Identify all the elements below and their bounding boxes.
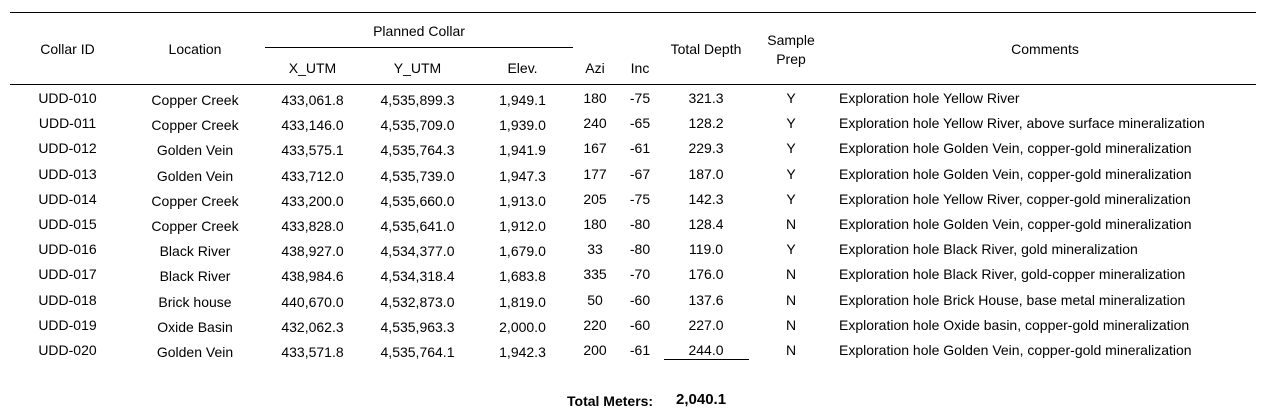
y-utm-cell: 4,534,318.4 (380, 268, 455, 285)
location-cell: Golden Vein (156, 142, 234, 159)
total-depth-cell: 244.0 (688, 342, 724, 358)
total-depth-cell: 119.0 (689, 241, 723, 258)
inc-cell: -60 (629, 291, 651, 308)
sample-prep-cell: Y (786, 115, 796, 132)
location-cell: Brick house (158, 293, 232, 310)
elev-cell: 1,949.1 (499, 92, 546, 108)
total-depth-cell: 229.3 (688, 140, 724, 157)
header-total-depth: Total Depth (670, 41, 742, 57)
collar-id-cell: UDD-012 (38, 140, 97, 157)
sample-prep-cell: N (785, 342, 797, 358)
header-bottom-rule (10, 84, 1256, 85)
elev-cell: 1,819.0 (499, 293, 546, 310)
inc-cell: -60 (629, 316, 651, 333)
collar-id-cell: UDD-020 (38, 342, 97, 358)
collar-id-cell: UDD-011 (38, 115, 97, 132)
total-depth-cell: 321.3 (688, 90, 724, 106)
location-cell: Copper Creek (151, 218, 239, 234)
azi-cell: 180 (583, 216, 607, 232)
y-utm-cell: 4,535,899.3 (380, 92, 455, 108)
planned-collar-rule (265, 47, 573, 48)
location-cell: Copper Creek (151, 117, 239, 134)
x-utm-cell: 433,575.1 (281, 142, 344, 159)
header-sample-prep-line1: Sample (767, 32, 815, 48)
header-x-utm: X_UTM (288, 60, 337, 76)
y-utm-cell: 4,535,641.0 (380, 218, 455, 234)
collar-id-cell: UDD-016 (38, 241, 97, 258)
collar-id-cell: UDD-010 (38, 90, 97, 106)
inc-cell: -75 (629, 190, 651, 207)
collar-id-cell: UDD-018 (38, 291, 97, 308)
location-cell: Black River (159, 268, 231, 285)
azi-cell: 200 (583, 342, 607, 358)
total-meters-value: 2,040.1 (676, 391, 727, 408)
sample-prep-cell: Y (786, 90, 796, 106)
comments-cell: Exploration hole Yellow River (839, 90, 1020, 106)
y-utm-cell: 4,535,963.3 (380, 318, 455, 335)
y-utm-cell: 4,535,660.0 (380, 192, 455, 209)
x-utm-cell: 433,712.0 (281, 167, 344, 184)
sample-prep-cell: N (785, 266, 797, 283)
y-utm-cell: 4,532,873.0 (380, 293, 455, 310)
header-y-utm: Y_UTM (393, 60, 442, 76)
x-utm-cell: 433,571.8 (281, 344, 344, 360)
header-comments: Comments (1011, 41, 1079, 57)
azi-cell: 167 (583, 140, 607, 157)
header-inc: Inc (630, 60, 650, 76)
sample-prep-cell: Y (786, 140, 796, 157)
location-cell: Black River (159, 243, 231, 260)
comments-cell: Exploration hole Oxide basin, copper-gold mineralization (839, 316, 1190, 333)
x-utm-cell: 438,984.6 (281, 268, 344, 285)
elev-cell: 1,941.9 (499, 142, 546, 159)
azi-cell: 177 (583, 165, 607, 182)
header-elev: Elev. (507, 60, 538, 76)
comments-cell: Exploration hole Golden Vein, copper-gold mineralization (839, 216, 1192, 232)
x-utm-cell: 432,062.3 (281, 318, 344, 335)
table-top-rule (10, 12, 1256, 13)
elev-cell: 1,679.0 (499, 243, 546, 260)
comments-cell: Exploration hole Yellow River, copper-gold mineralization (839, 190, 1191, 207)
collar-id-cell: UDD-015 (38, 216, 97, 232)
azi-cell: 240 (583, 115, 607, 132)
sample-prep-cell: N (785, 316, 797, 333)
y-utm-cell: 4,535,709.0 (380, 117, 455, 134)
inc-cell: -67 (629, 165, 651, 182)
x-utm-cell: 433,061.8 (281, 92, 344, 108)
comments-cell: Exploration hole Golden Vein, copper-gold mineralization (839, 140, 1192, 157)
sample-prep-cell: N (785, 291, 797, 308)
elev-cell: 1,947.3 (499, 167, 546, 184)
header-sample-prep-line2: Prep (776, 51, 806, 67)
inc-cell: -70 (629, 266, 651, 283)
comments-cell: Exploration hole Golden Vein, copper-gold mineralization (839, 342, 1192, 358)
inc-cell: -80 (629, 241, 651, 258)
y-utm-cell: 4,535,764.3 (380, 142, 455, 159)
x-utm-cell: 433,828.0 (281, 218, 344, 234)
inc-cell: -65 (629, 115, 651, 132)
header-azi: Azi (585, 60, 605, 76)
collar-id-cell: UDD-013 (38, 165, 97, 182)
location-cell: Golden Vein (156, 167, 234, 184)
azi-cell: 33 (587, 241, 603, 258)
comments-cell: Exploration hole Yellow River, above surface mineralization (839, 115, 1205, 132)
total-depth-cell: 176.0 (688, 266, 724, 283)
azi-cell: 180 (583, 90, 607, 106)
y-utm-cell: 4,534,377.0 (380, 243, 455, 260)
inc-cell: -61 (629, 140, 651, 157)
elev-cell: 1,913.0 (499, 192, 546, 209)
sample-prep-cell: Y (786, 165, 796, 182)
azi-cell: 335 (583, 266, 607, 283)
total-depth-cell: 227.0 (688, 316, 724, 333)
elev-cell: 1,912.0 (499, 218, 546, 234)
comments-cell: Exploration hole Golden Vein, copper-gold mineralization (839, 165, 1192, 182)
comments-cell: Exploration hole Black River, gold-copper mineralization (839, 266, 1186, 283)
azi-cell: 50 (587, 291, 603, 308)
location-cell: Oxide Basin (157, 318, 233, 335)
header-planned-collar: Planned Collar (373, 23, 465, 39)
total-depth-cell: 137.6 (688, 291, 724, 308)
sample-prep-cell: Y (786, 190, 796, 207)
collar-id-cell: UDD-014 (38, 190, 97, 207)
total-depth-cell: 187.0 (688, 165, 724, 182)
location-cell: Golden Vein (156, 344, 234, 360)
location-cell: Copper Creek (151, 192, 239, 209)
x-utm-cell: 438,927.0 (281, 243, 344, 260)
total-depth-cell: 128.4 (688, 216, 724, 232)
elev-cell: 2,000.0 (499, 318, 546, 335)
azi-cell: 220 (583, 316, 607, 333)
y-utm-cell: 4,535,739.0 (380, 167, 455, 184)
comments-cell: Exploration hole Black River, gold mineralization (839, 241, 1138, 258)
azi-cell: 205 (583, 190, 607, 207)
elev-cell: 1,939.0 (499, 117, 546, 134)
inc-cell: -61 (629, 342, 651, 358)
total-meters-label: Total Meters: (567, 393, 654, 409)
inc-cell: -75 (629, 90, 651, 106)
comments-cell: Exploration hole Brick House, base metal mineralization (839, 291, 1186, 308)
total-depth-cell: 142.3 (688, 190, 724, 207)
sample-prep-cell: Y (786, 241, 796, 258)
header-location: Location (168, 41, 222, 57)
x-utm-cell: 440,670.0 (281, 293, 344, 310)
x-utm-cell: 433,146.0 (281, 117, 344, 134)
collar-id-cell: UDD-019 (38, 316, 97, 333)
sample-prep-cell: N (785, 216, 797, 232)
elev-cell: 1,683.8 (499, 268, 546, 285)
y-utm-cell: 4,535,764.1 (380, 344, 455, 360)
header-collar-id: Collar ID (40, 41, 95, 57)
x-utm-cell: 433,200.0 (281, 192, 344, 209)
total-depth-sum-rule (664, 359, 749, 360)
total-depth-cell: 128.2 (688, 115, 724, 132)
elev-cell: 1,942.3 (499, 344, 546, 360)
inc-cell: -80 (629, 216, 651, 232)
collar-id-cell: UDD-017 (38, 266, 97, 283)
location-cell: Copper Creek (151, 92, 239, 108)
